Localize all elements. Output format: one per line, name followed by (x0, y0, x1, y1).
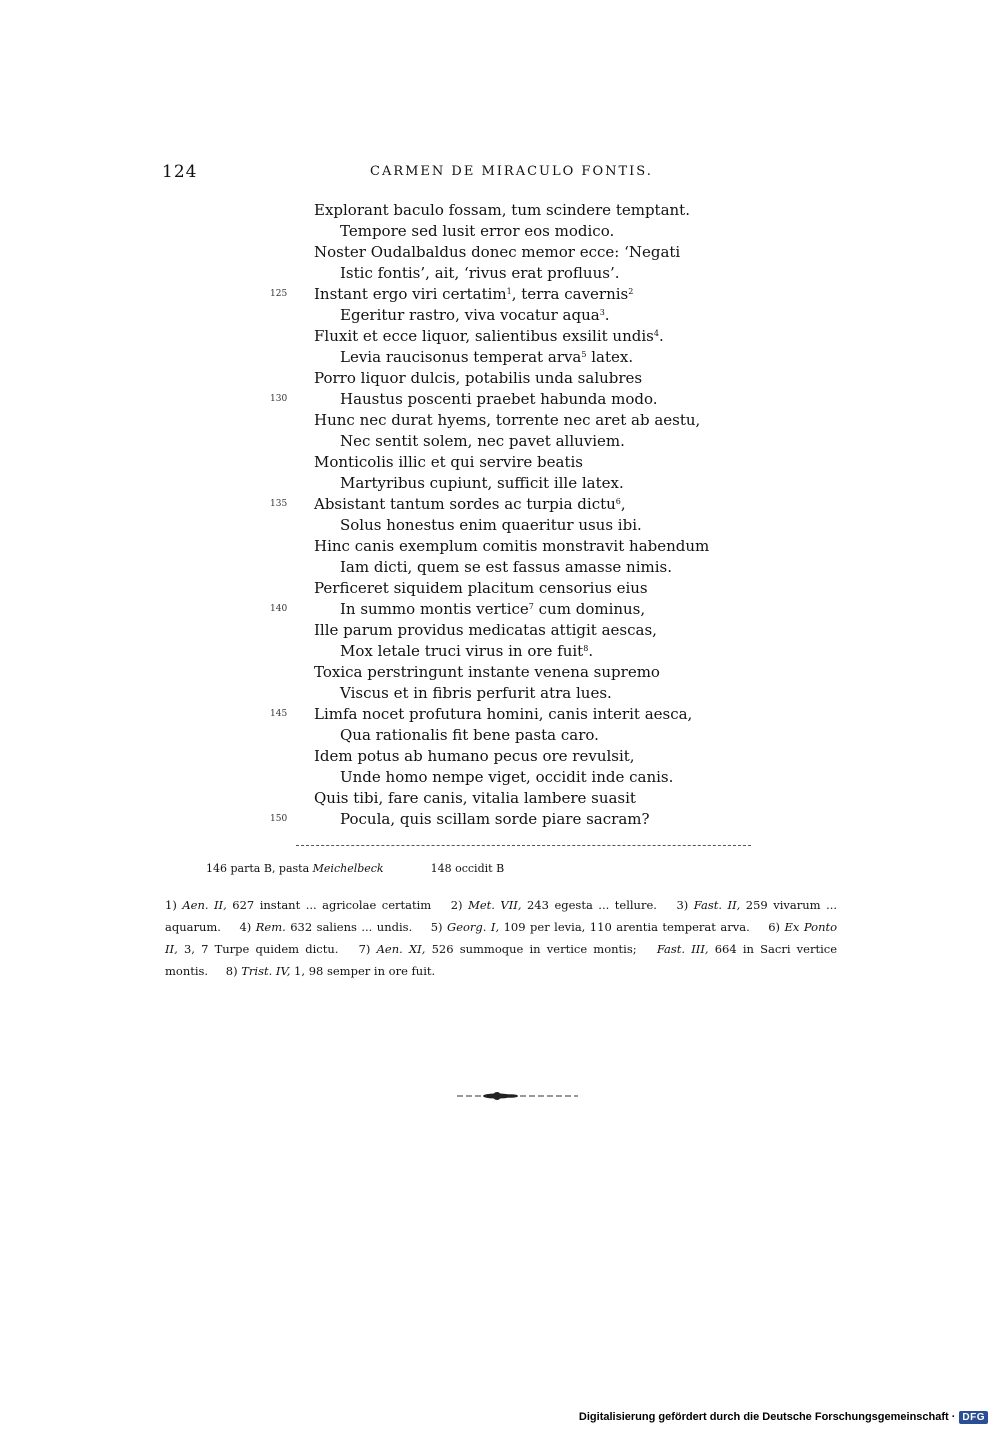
verse-text (340, 389, 658, 410)
critical-apparatus (206, 862, 504, 875)
footnote-number: 2) (450, 898, 463, 912)
verse-segment: In summo montis vertice (340, 600, 529, 618)
verse-line (0, 515, 1000, 536)
verse-line (0, 620, 1000, 641)
verse-text (340, 599, 645, 620)
dfg-logo: DFG (959, 1411, 988, 1424)
verse-segment: Pocula, quis scillam sorde piare sacram? (340, 810, 650, 828)
apparatus-line-number: 148 (430, 862, 452, 875)
verse-text (340, 221, 614, 242)
footnote-text: 632 saliens ... undis. (285, 920, 413, 934)
verse-line (0, 410, 1000, 431)
footnote-marker: 3 (599, 308, 605, 317)
verse-number: 130 (270, 394, 288, 404)
verse-line (0, 641, 1000, 662)
verse-segment: latex. (586, 348, 634, 366)
footer-credit: Digitalisierung gefördert durch die Deutsche Forschungsgemeinschaft · DFG (579, 1409, 988, 1425)
verse-segment: . (588, 642, 594, 660)
verse-text (340, 473, 624, 494)
verse-line (0, 599, 1000, 620)
verse-line (0, 347, 1000, 368)
apparatus-line-number: 146 (206, 862, 227, 875)
verse-line (0, 242, 1000, 263)
footnote (226, 964, 435, 978)
verse-text (314, 200, 690, 221)
verse-text (314, 368, 642, 389)
verse-segment: Noster Oudalbaldus donec memor ecce: ‘Negati (314, 243, 681, 261)
footnote-number: 6) (768, 920, 781, 934)
footnote-reference: Aen. II, (182, 898, 227, 912)
footnote (239, 920, 412, 934)
verse-segment: Haustus poscenti praebet habunda modo. (340, 390, 658, 408)
verse-text (314, 242, 680, 263)
footnote-reference: Fast. III, (656, 942, 709, 956)
verse-segment: Iam dicti, quem se est fassus amasse nimis. (340, 558, 672, 576)
verse-segment: Qua rationalis fit bene pasta caro. (340, 726, 599, 744)
apparatus-reading: occidit (455, 862, 493, 875)
verse-line (0, 578, 1000, 599)
verse-segment: Toxica perstringunt instante venena supremo (314, 663, 660, 681)
footnote-number: 5) (430, 920, 443, 934)
verse-segment: Tempore sed lusit error eos modico. (340, 222, 615, 240)
footnote-reference: Trist. IV, (241, 964, 291, 978)
footnote (451, 898, 657, 912)
verse-segment: Absistant tantum sordes ac turpia dictu (314, 495, 616, 513)
verse-segment: Martyribus cupiunt, sufficit ille latex. (340, 474, 624, 492)
verse-number: 150 (270, 814, 288, 824)
verse-segment: , (620, 495, 626, 513)
footnote-marker: 6 (615, 497, 621, 506)
verse-line (0, 662, 1000, 683)
verse-segment: . (658, 327, 664, 345)
footnote-reference: Ex Ponto II, (165, 920, 838, 956)
verse-segment: cum dominus, (533, 600, 646, 618)
footnote-marker: 4 (653, 329, 659, 338)
verse-text (340, 305, 610, 326)
apparatus-reading: parta (230, 862, 261, 875)
verse-line (0, 263, 1000, 284)
verse-segment: , terra cavernis (511, 285, 629, 303)
footnote-number: 7) (358, 942, 371, 956)
verse-number: 140 (270, 604, 288, 614)
verse-text (314, 326, 664, 347)
verse-text (314, 788, 636, 809)
verse-segment: Monticolis illic et qui servire beatis (314, 453, 584, 471)
verse-line (0, 431, 1000, 452)
verse-segment: Explorant baculo fossam, tum scindere temptant. (314, 201, 690, 219)
verse-segment: Idem potus ab humano pecus ore revulsit, (314, 747, 635, 765)
verse-number: 135 (270, 499, 288, 509)
verse-segment: Perficeret siquidem placitum censorius eius (314, 579, 648, 597)
footnote-text: 3, 7 Turpe quidem dictu. (177, 942, 339, 956)
verse-line (0, 809, 1000, 830)
verse-segment: Hinc canis exemplum comitis monstravit habendum (314, 537, 710, 555)
verse-line (0, 725, 1000, 746)
verse-segment: Levia raucisonus temperat arva (340, 348, 582, 366)
verse-line (0, 284, 1000, 305)
footnote-rule (296, 845, 751, 846)
verse-line (0, 368, 1000, 389)
verse-segment: Ille parum providus medicatas attigit aescas, (314, 621, 657, 639)
verse-segment: Nec sentit solem, nec pavet alluviem. (340, 432, 625, 450)
footnote-reference: Aen. XI, (376, 942, 426, 956)
verse-text (340, 767, 673, 788)
footnote-text: 664 in Sacri vertice montis. (165, 942, 838, 978)
footer-credit-text: Digitalisierung gefördert durch die Deutsche Forschungsgemeinschaft (578, 1411, 949, 1423)
verse-line (0, 452, 1000, 473)
footnote-text: 259 vivarum ... aquarum. (165, 898, 838, 934)
verse-text (314, 746, 635, 767)
footnote-text: 243 egesta ... tellure. (521, 898, 657, 912)
verse-line (0, 305, 1000, 326)
verse-line (0, 683, 1000, 704)
verse-text (314, 494, 626, 515)
verse-text (340, 809, 650, 830)
footnote (165, 898, 431, 912)
verse-line (0, 746, 1000, 767)
verse-text (314, 284, 633, 305)
footnote-reference: Fast. II, (693, 898, 741, 912)
verse-line (0, 788, 1000, 809)
verse-segment: Mox letale truci virus in ore fuit (340, 642, 584, 660)
footnote-number: 1) (165, 898, 177, 912)
end-ornament-icon (455, 1087, 580, 1105)
page-number: 124 (162, 162, 198, 182)
footnote-number: 8) (225, 964, 238, 978)
verse-line (0, 536, 1000, 557)
verse-line (0, 221, 1000, 242)
verse-line (0, 389, 1000, 410)
verse-segment: Fluxit et ecce liquor, salientibus exsilit undis (314, 327, 654, 345)
footnote-text: 526 summoque in vertice montis; (425, 942, 637, 956)
verse-text (340, 347, 633, 368)
footnote-marker: 1 (506, 287, 512, 296)
verse-segment: Viscus et in fibris perfurit atra lues. (340, 684, 612, 702)
verse-text (340, 515, 642, 536)
footnote-number: 4) (239, 920, 252, 934)
verse-segment: . (604, 306, 610, 324)
footnote-text: 109 per levia, 110 arentia temperat arva. (499, 920, 750, 934)
verse-segment: Porro liquor dulcis, potabilis unda salubres (314, 369, 643, 387)
verse-segment: Hunc nec durat hyems, torrente nec aret ab aestu, (314, 411, 701, 429)
footnotes (165, 894, 837, 982)
running-title: CARMEN DE MIRACULO FONTIS. (370, 164, 653, 179)
verse-number: 125 (270, 289, 288, 299)
verse-segment: Quis tibi, fare canis, vitalia lambere suasit (314, 789, 636, 807)
apparatus-editor: Meichelbeck (312, 862, 384, 875)
footnote-marker: 2 (628, 287, 634, 296)
verse-text (340, 263, 619, 284)
apparatus-reading: , pasta (271, 862, 310, 875)
verse-text (340, 641, 593, 662)
footnote-number: 3) (676, 898, 689, 912)
poem-text (0, 200, 1000, 830)
footnote-marker: 5 (581, 350, 587, 359)
verse-text (340, 725, 599, 746)
verse-text (314, 704, 692, 725)
footnote-reference: Rem. (255, 920, 286, 934)
verse-line (0, 326, 1000, 347)
verse-segment: Solus honestus enim quaeritur usus ibi. (340, 516, 642, 534)
footnote-marker: 7 (528, 602, 534, 611)
apparatus-siglum: B (496, 862, 505, 875)
footnote-text: 1, 98 semper in ore fuit. (290, 964, 436, 978)
footnote-marker: 8 (583, 644, 589, 653)
verse-line (0, 200, 1000, 221)
apparatus-siglum: B (263, 862, 272, 875)
verse-text (314, 536, 709, 557)
verse-line (0, 473, 1000, 494)
footnote (359, 942, 637, 956)
verse-line (0, 767, 1000, 788)
verse-segment: Unde homo nempe viget, occidit inde canis. (340, 768, 674, 786)
footnote-text: 627 instant ... agricolae certatim (226, 898, 432, 912)
verse-line (0, 557, 1000, 578)
verse-text (314, 452, 583, 473)
verse-segment: Egeritur rastro, viva vocatur aqua (340, 306, 600, 324)
verse-segment: Limfa nocet profutura homini, canis interit aesca, (314, 705, 693, 723)
verse-text (340, 431, 625, 452)
verse-line (0, 704, 1000, 725)
verse-text (314, 662, 660, 683)
verse-text (314, 410, 700, 431)
verse-number: 145 (270, 709, 288, 719)
verse-segment: Instant ergo viri certatim (314, 285, 507, 303)
verse-segment: Istic fontis’, ait, ‘rivus erat profluus’. (340, 264, 620, 282)
verse-line (0, 494, 1000, 515)
verse-text (340, 683, 612, 704)
verse-text (314, 620, 657, 641)
verse-text (340, 557, 672, 578)
footnote (431, 920, 750, 934)
verse-text (314, 578, 648, 599)
footnote-reference: Met. VII, (468, 898, 522, 912)
footnote-reference: Georg. I, (447, 920, 500, 934)
